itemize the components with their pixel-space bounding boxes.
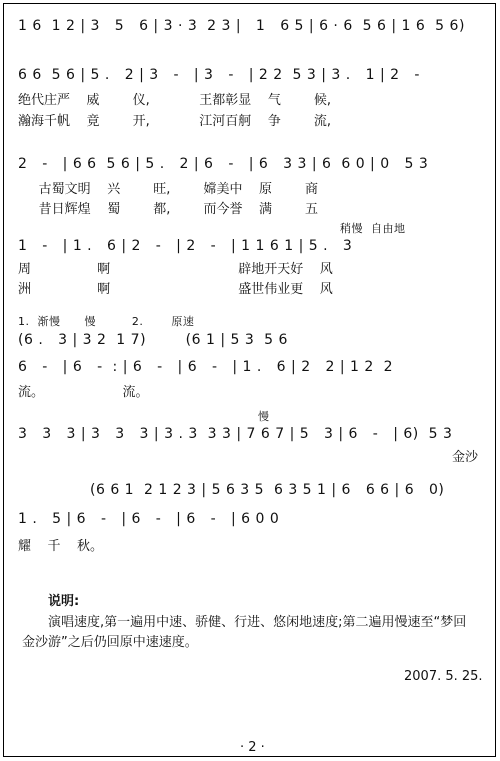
date: 2007. 5. 25. (404, 669, 483, 684)
lyric-row-2b: 瀚海千帆 竟 开, 江河百舸 争 流, (18, 114, 332, 129)
lyric-row-4a: 周 啊 辟地开天好 风 (18, 262, 333, 277)
accompaniment-row-5: (6 . 3 | 3 2 1 7) (6 1 | 5 3 5 6 (18, 332, 288, 348)
lyric-row-7: 耀 千 秋。 (18, 539, 104, 554)
explanation-heading: 说明: (48, 594, 80, 609)
staff-row-7: 1 . 5 | 6 - | 6 - | 6 - | 6 0 0 (18, 511, 280, 527)
staff-row-5: 6 - | 6 - : | 6 - | 6 - | 1 . 6 | 2 2 | 1 2 2 (18, 359, 394, 375)
staff-row-1: 1 6 1 2 | 3 5 6 | 3 · 3 2 3 | 1 6 5 | 6 · 6 5 6 | 1 6 5 6) (18, 18, 465, 34)
accompaniment-row-7: (6 6 1 2 1 2 3 | 5 6 3 5 6 3 5 1 | 6 6 6 | 6 0) (90, 482, 445, 498)
lyric-row-3b: 昔日辉煌 蜀 都, 而今誉 满 五 (18, 202, 319, 217)
staff-row-3: 2 - | 6 6 5 6 | 5 . 2 | 6 - | 6 3 3 | 6 6 0 | 0 5 3 (18, 156, 429, 172)
staff-row-2: 6 6 5 6 | 5 . 2 | 3 - | 3 - | 2 2 5 3 | 3 . 1 | 2 - (18, 67, 420, 83)
lyric-row-2a: 绝代庄严 威 仪, 王都彰显 气 候, (18, 93, 332, 108)
tempo-mark-row-5: 1. 渐慢 慢 2. 原速 (18, 315, 195, 328)
lyric-row-6: 金沙 (452, 450, 479, 465)
tempo-mark-row-4: 稍慢 自由地 (340, 222, 406, 235)
staff-row-4: 1 - | 1 . 6 | 2 - | 2 - | 1 1 6 1 | 5 . 3 (18, 238, 353, 254)
explanation-line-2: 金沙游”之后仍回原中速速度。 (22, 635, 198, 650)
page-number: · 2 · (240, 740, 265, 755)
lyric-row-3a: 古蜀文明 兴 旺, 嫦美中 原 商 (18, 182, 319, 197)
tempo-mark-row-6: 慢 (258, 410, 270, 423)
lyric-row-5: 流。 流。 (18, 385, 149, 400)
staff-row-6: 3 3 3 | 3 3 3 | 3 . 3 3 3 | 7 6 7 | 5 3 | 6 - | 6) 5 3 (18, 426, 453, 442)
lyric-row-4b: 洲 啊 盛世伟业更 风 (18, 282, 333, 297)
explanation-line-1: 演唱速度,第一遍用中速、骄健、行进、悠闲地速度;第二遍用慢速至“梦回 (48, 615, 467, 630)
